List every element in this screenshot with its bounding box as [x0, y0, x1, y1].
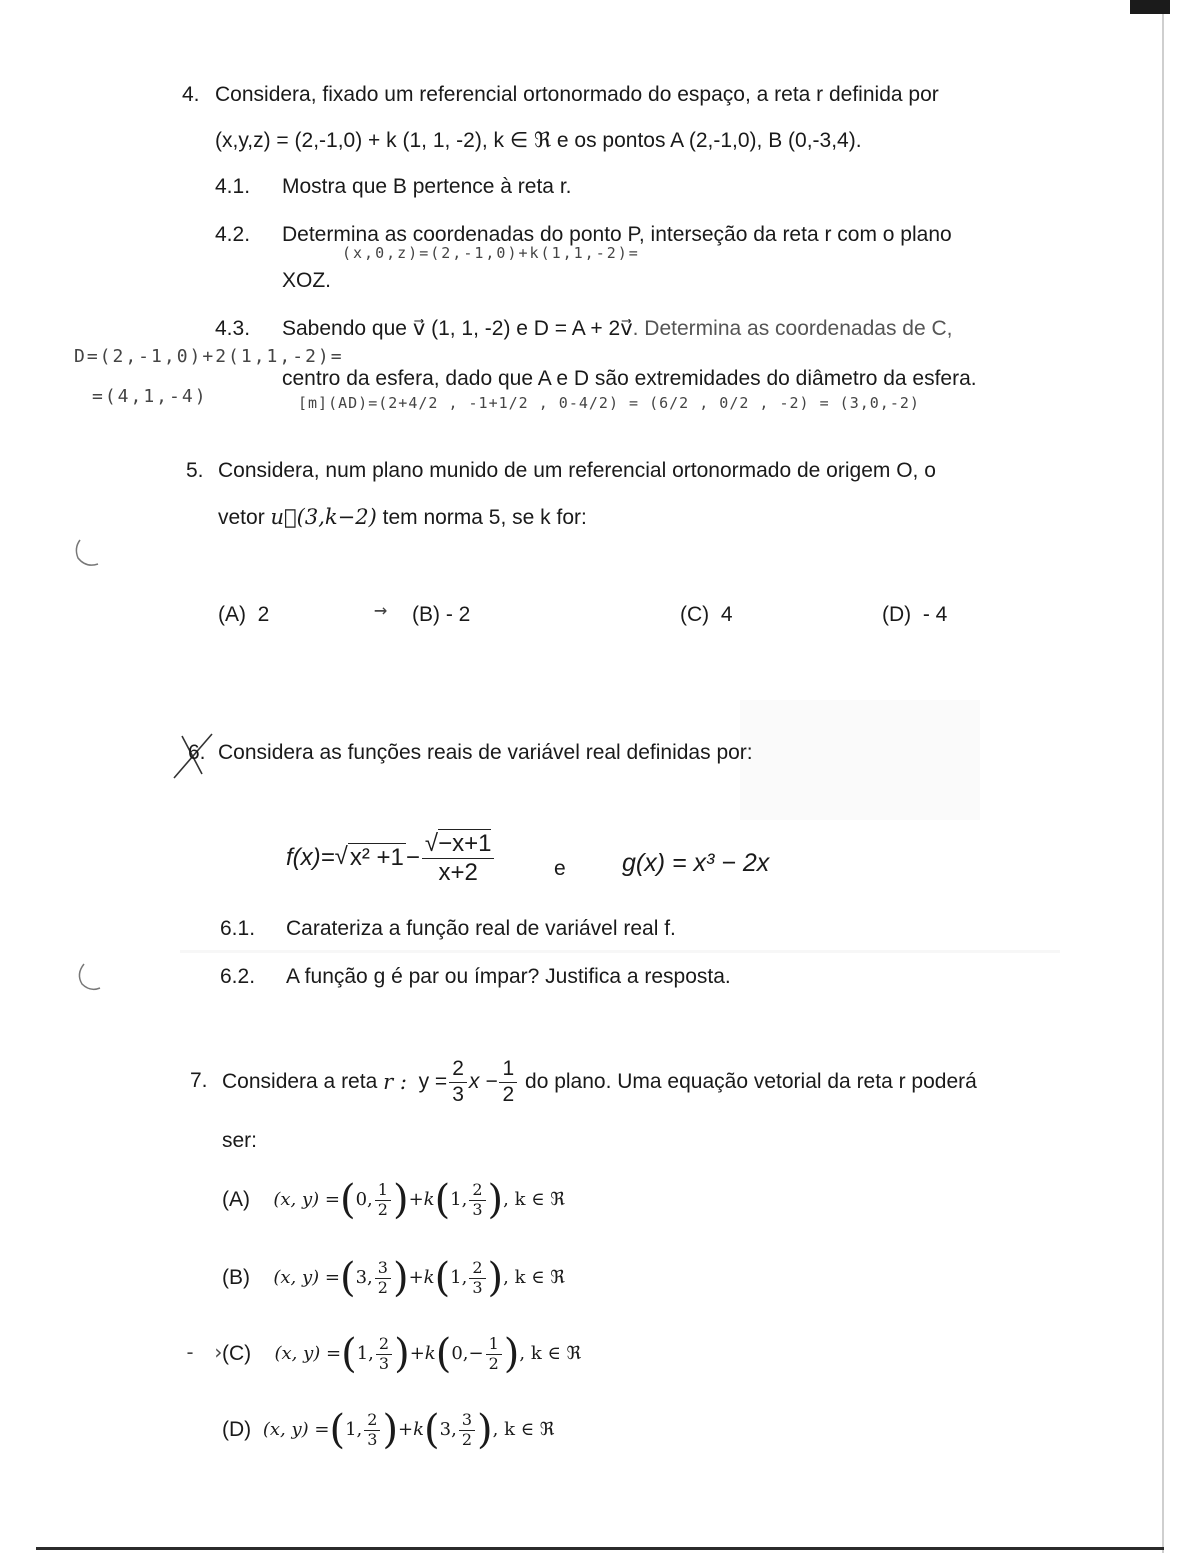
q7-c-frac1: [376, 1335, 392, 1373]
paren-close: ): [392, 1255, 409, 1301]
q5-text-line1: Considera, num plano munido de um referencial ortonormado de origem O, o: [218, 459, 936, 482]
q7-option-c: [222, 1326, 581, 1382]
q7-b-frac1: [375, 1259, 391, 1297]
q5-option-c-value: 4: [720, 603, 733, 626]
paren-close-2: ): [487, 1255, 504, 1301]
handwritten-arrow: →: [374, 598, 390, 623]
q7-option-d: [222, 1402, 554, 1458]
q6-number: 6.: [188, 741, 206, 764]
q4-3-text-a: Sabendo que: [282, 317, 407, 340]
vector-v: v⃗: [412, 317, 426, 340]
q7-b-frac1-n: 3: [375, 1259, 391, 1278]
f-fraction: [422, 830, 495, 886]
f-fraction-denominator: x+2: [438, 858, 478, 886]
q4-3-text: [282, 316, 952, 342]
q7-c-p2: 0,−: [451, 1343, 484, 1364]
q7-r: r :: [383, 1070, 407, 1094]
q7-option-a-formula: [273, 1177, 565, 1223]
q5-text-a: vetor: [218, 506, 265, 529]
q4-3-text-c: . Determina as coordenadas de C,: [632, 317, 953, 340]
q7-x: x −: [468, 1070, 498, 1093]
f-fraction-numerator-radicand: −x+1: [438, 830, 492, 857]
q7-d-p1: 1,: [345, 1419, 363, 1440]
vector-u: u⃗(3,k−2): [270, 505, 377, 529]
q7-d-p2: 3,: [439, 1419, 457, 1440]
q6-2-text: A função g é par ou ímpar? Justifica a resposta.: [286, 965, 731, 988]
q7-a-p1: 0,: [355, 1189, 373, 1210]
q4-2-text: Determina as coordenadas do ponto P, interseção da reta r com o plano: [282, 223, 952, 246]
q7-option-b-label: (B): [222, 1266, 250, 1289]
q6-2-number: 6.2.: [220, 965, 256, 988]
paren-close-2: ): [477, 1407, 493, 1453]
q7-y: y =: [418, 1070, 448, 1093]
paren-open: (: [329, 1407, 346, 1453]
q7-c-frac2-n: 1: [486, 1335, 502, 1354]
q7-d-tail: , k ∈ ℜ: [492, 1419, 555, 1440]
handwritten-note-1: (x,0,z)=(2,-1,0)+k(1,1,-2)=: [342, 244, 640, 262]
q7-a-frac1-d: 2: [377, 1199, 388, 1219]
handwritten-note-3: =(4,1,-4): [92, 386, 208, 407]
q7-a-frac2-d: 3: [472, 1199, 483, 1219]
f-fraction-numerator: [422, 830, 495, 859]
q5-option-d: [882, 602, 947, 628]
q5-text-line2: [218, 504, 587, 531]
q7-d-frac2-d: 2: [461, 1429, 473, 1449]
q7-text-b: do plano. Uma equação vetorial da reta r poderá: [525, 1070, 977, 1093]
q5-option-c-label: (C): [680, 603, 710, 626]
hole-punch-mark-2: [74, 960, 104, 996]
q7-text-line2: ser:: [222, 1129, 258, 1152]
q7-option-b: [222, 1250, 565, 1306]
q7-frac-2: [499, 1057, 517, 1106]
q7-b-k: +k: [408, 1267, 435, 1288]
q7-d-frac1-n: 2: [364, 1411, 380, 1430]
q5-number: 5.: [186, 459, 204, 482]
q5-text-b: tem norma 5, se k for:: [382, 506, 587, 529]
q7-option-c-label: (C): [222, 1342, 252, 1365]
paren-open: (: [341, 1331, 357, 1377]
q4-3-text-b: (1, 1, -2) e D = A + 2: [431, 317, 621, 340]
vector-v-2: v⃗: [620, 317, 633, 340]
q7-option-a: [222, 1172, 565, 1228]
q7-c-lhs: (x, y) =: [274, 1343, 342, 1364]
q7-text-line1: [222, 1056, 977, 1108]
sqrt-1-radicand: x² +1: [349, 844, 404, 872]
q7-b-frac2-n: 2: [469, 1259, 485, 1278]
q7-text-a: Considera a reta: [222, 1070, 378, 1093]
q4-text-line1: Considera, fixado um referencial ortonormado do espaço, a reta r definida por: [215, 83, 939, 106]
bleed-through: [740, 700, 980, 820]
paren-open: (: [339, 1255, 356, 1301]
q7-frac-2-den: 2: [502, 1082, 515, 1106]
q6-formula-f: [286, 830, 496, 886]
q7-c-tail: , k ∈ ℜ: [519, 1343, 582, 1364]
q4-1-text: Mostra que B pertence à reta r.: [282, 175, 572, 198]
q7-a-frac2-n: 2: [469, 1181, 485, 1200]
page-edge: [1162, 0, 1164, 1553]
q5-option-b: [412, 602, 470, 628]
paren-open-2: (: [434, 1177, 451, 1223]
q7-option-c-formula: [274, 1331, 582, 1377]
q7-option-b-formula: [273, 1255, 565, 1301]
q7-b-tail: , k ∈ ℜ: [503, 1267, 565, 1288]
q7-a-lhs: (x, y) =: [273, 1189, 340, 1210]
q7-a-k: +k: [408, 1189, 435, 1210]
q5-option-d-label: (D): [882, 603, 912, 626]
q4-2-number: 4.2.: [215, 223, 251, 246]
q7-d-k: +k: [398, 1419, 425, 1440]
sqrt-1: [335, 843, 406, 873]
q7-c-frac1-n: 2: [376, 1335, 392, 1354]
q5-option-d-value: - 4: [922, 603, 948, 626]
q7-c-frac2-d: 2: [488, 1353, 499, 1373]
q7-b-frac2-d: 3: [472, 1277, 483, 1297]
q7-b-p1: 3,: [355, 1267, 373, 1288]
q4-number: 4.: [182, 83, 200, 106]
paren-close-2: ): [503, 1331, 520, 1377]
q5-option-b-value: - 2: [445, 603, 471, 626]
q6-formula-g: g(x) = x³ − 2x: [622, 849, 770, 877]
q7-frac-1-num: 2: [449, 1057, 467, 1082]
q4-text-line2: (x,y,z) = (2,-1,0) + k (1, 1, -2), k ∈ ℜ e os pontos A (2,-1,0), B (0,-3,4).: [215, 129, 862, 152]
q6-1-number: 6.1.: [220, 917, 256, 940]
q4-1-number: 4.1.: [215, 175, 251, 198]
hole-punch-mark: [72, 534, 102, 574]
paren-close: ): [394, 1331, 410, 1377]
paren-close: ): [392, 1177, 409, 1223]
q7-d-frac2-n: 3: [459, 1411, 475, 1430]
q5-option-a: [218, 602, 269, 628]
q7-option-a-label: (A): [222, 1188, 250, 1211]
bleed-line: [180, 950, 1060, 953]
q7-option-d-label: (D): [222, 1418, 252, 1441]
paren-open-2: (: [434, 1255, 451, 1301]
scan-bottom-edge: [36, 1547, 1164, 1550]
q7-c-p1: 1,: [356, 1343, 374, 1364]
paren-open-2: (: [424, 1407, 440, 1453]
f-lhs: f(x)=: [286, 844, 335, 872]
f-minus: −: [405, 844, 420, 872]
q7-d-frac2: [459, 1411, 475, 1449]
paren-close: ): [382, 1407, 399, 1453]
q7-d-frac1-d: 3: [367, 1429, 378, 1449]
q5-option-a-label: (A): [218, 603, 246, 626]
q7-c-frac2: [486, 1335, 502, 1373]
q7-b-frac2: [469, 1259, 485, 1297]
q4-3-number: 4.3.: [215, 317, 251, 340]
q7-b-lhs: (x, y) =: [273, 1267, 340, 1288]
handwritten-note-4: [m](AD)=(2+4/2 , -1+1/2 , 0-4/2) = (6/2 , 0/2 , -2) = (3,0,-2): [298, 394, 920, 412]
q7-a-tail: , k ∈ ℜ: [503, 1189, 565, 1210]
sqrt-symbol-icon-2: √: [424, 830, 439, 857]
q7-option-d-formula: [262, 1407, 555, 1453]
q7-d-frac1: [364, 1411, 380, 1449]
handwritten-note-2: D=(2,-1,0)+2(1,1,-2)=: [74, 346, 344, 367]
q7-frac-2-num: 1: [499, 1057, 517, 1082]
handwritten-tick: - ›: [184, 1340, 227, 1364]
q7-number: 7.: [190, 1069, 208, 1092]
q7-a-frac1-n: 1: [375, 1181, 391, 1200]
q5-option-a-value: 2: [257, 603, 270, 626]
q4-2-text2: XOZ.: [282, 269, 332, 292]
sqrt-symbol-icon: √: [334, 843, 348, 871]
q4-3-text2: centro da esfera, dado que A e D são extremidades do diâmetro da esfera.: [282, 367, 977, 390]
paren-close-2: ): [487, 1177, 504, 1223]
q7-d-lhs: (x, y) =: [262, 1419, 330, 1440]
q6-conjunction: e: [554, 857, 566, 880]
paren-open-2: (: [435, 1331, 452, 1377]
q7-c-frac1-d: 3: [378, 1353, 390, 1373]
q6-1-text: Carateriza a função real de variável real f.: [286, 917, 676, 940]
paren-open: (: [339, 1177, 356, 1223]
q5-option-c: [680, 602, 733, 628]
scan-corner-mark: [1130, 0, 1170, 14]
q7-a-frac1: [375, 1181, 391, 1219]
q6-text: Considera as funções reais de variável real definidas por:: [218, 741, 753, 764]
q7-c-k: +k: [409, 1343, 436, 1364]
q7-frac-1-den: 3: [452, 1082, 464, 1106]
q5-option-b-label: (B): [412, 603, 440, 626]
q7-b-p2: 1,: [450, 1267, 468, 1288]
q7-b-frac1-d: 2: [377, 1277, 388, 1297]
q7-a-frac2: [469, 1181, 485, 1219]
q7-frac-1: [449, 1057, 467, 1106]
q7-a-p2: 1,: [450, 1189, 468, 1210]
